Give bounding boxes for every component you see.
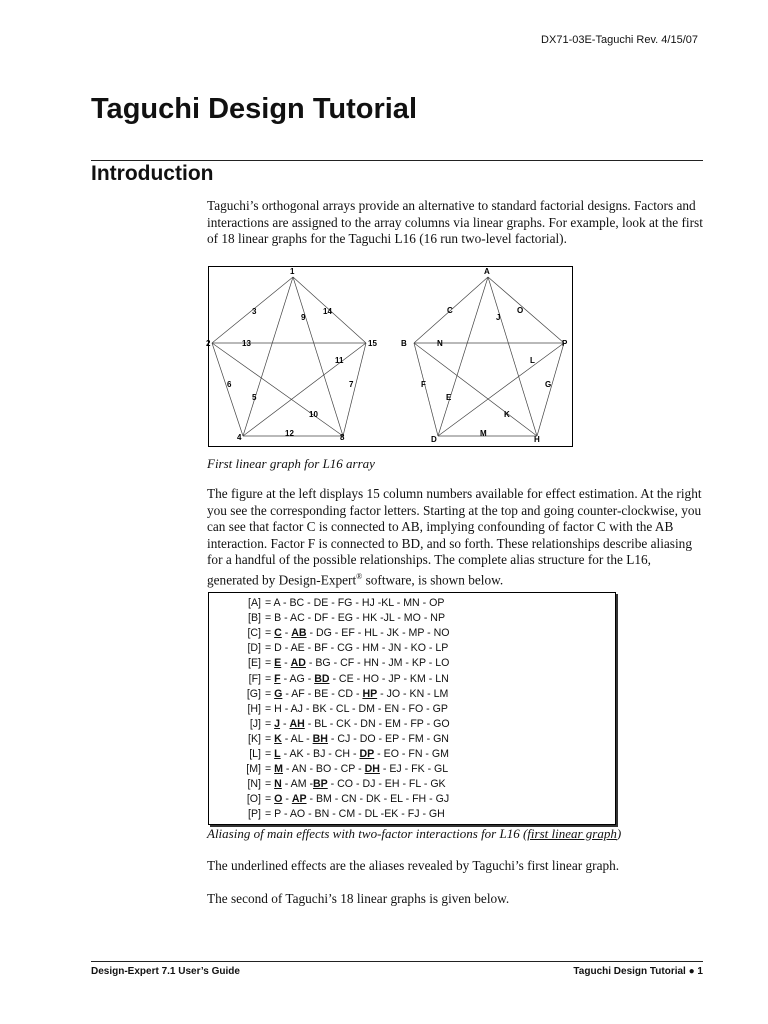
alias-text: - BM - CN - DK - EL - FH - GJ [306, 793, 450, 806]
section-heading: Introduction [91, 162, 214, 185]
alias-text: = P - AO - BN - CM - DL -EK - FJ - GH [265, 808, 445, 821]
column-label: 7 [349, 380, 354, 389]
alias-row [209, 688, 613, 703]
alias-text: - [281, 627, 292, 640]
factor-label: N [437, 339, 443, 348]
alias-text: = [265, 672, 275, 685]
alias-expression [265, 612, 445, 624]
factor-label: D [431, 435, 437, 444]
factor-label: O [517, 306, 524, 315]
alias-row [209, 673, 613, 688]
alias-text: - CO - DJ - EH - FL - GK [327, 778, 446, 791]
column-label: 5 [252, 393, 257, 402]
alias-expression [265, 808, 445, 820]
column-label: 2 [206, 339, 211, 348]
alias-text: - EJ - FK - GL [379, 763, 449, 776]
alias-expression [265, 642, 448, 654]
alias-expression [265, 778, 446, 790]
underlined-effect: DH [364, 763, 380, 776]
alias-key: [M] [246, 763, 261, 776]
alias-text: = [265, 717, 275, 730]
caption-text: Aliasing of main effects with two-factor interactions for L16 ( [207, 826, 528, 841]
first-linear-graph-link[interactable]: first linear graph [527, 826, 617, 841]
factor-label: K [504, 410, 510, 419]
column-label: 6 [227, 380, 232, 389]
alias-text: - AM - [281, 778, 313, 791]
alias-table-caption [207, 826, 621, 842]
factor-label: A [484, 267, 490, 276]
underlined-effect: J [274, 717, 281, 730]
column-label: 13 [242, 339, 251, 348]
explanation-paragraph [207, 486, 703, 589]
alias-expression [265, 673, 449, 685]
alias-key: [A] [248, 597, 261, 609]
alias-row [209, 778, 613, 793]
underlined-effect: N [274, 778, 282, 791]
alias-expression [265, 627, 450, 639]
alias-expression [265, 748, 449, 760]
footer-divider [91, 961, 703, 962]
footer-page-number: Taguchi Design Tutorial ● 1 [573, 966, 703, 977]
alias-key: [H] [247, 702, 261, 715]
factor-label: M [480, 429, 487, 438]
underlined-effect: BH [312, 732, 328, 745]
alias-expression [265, 597, 444, 609]
alias-row [209, 748, 613, 763]
alias-expression [265, 793, 449, 805]
column-label: 14 [323, 307, 332, 316]
alias-text: = H - AJ - BK - CL - DM - EN - FO - GP [265, 702, 448, 715]
alias-key: [L] [249, 748, 261, 760]
explanation-text: The figure at the left displays 15 column numbers available for effect estimation. At the right you see the corresponding factor letters. Starting at the top and going counter-clockwise, you can see that factor C is connected to AB, implying confounding of factor C with the AB interaction. Factor F is connected to BD, and so forth. These relationships describe aliasing for a handful of the possible relationships. The complete alias structure for the L16, generated by Design-Expert [207, 486, 702, 588]
alias-text: - AL - [281, 732, 313, 745]
linear-graph-svg [206, 267, 572, 446]
underlined-effect: O [274, 793, 283, 806]
alias-text: - EO - FN - GM [374, 748, 449, 760]
alias-text: - BG - CF - HN - JM - KP - LO [305, 657, 450, 670]
alias-text: = [265, 687, 275, 700]
alias-expression [265, 688, 448, 700]
alias-expression [265, 718, 450, 730]
alias-key: [C] [247, 627, 261, 640]
alias-row [209, 703, 613, 718]
alias-text: = A - BC - DE - FG - HJ -KL - MN - OP [265, 597, 445, 609]
column-label: 3 [252, 307, 257, 316]
factor-label: E [446, 393, 452, 402]
intro-paragraph: Taguchi’s orthogonal arrays provide an alternative to standard factorial designs. Factors and interactions are assigned to the array columns via linear graphs. For example, look at the first of 18 linear graphs for the Taguchi L16 (16 run two-level factorial). [207, 198, 703, 247]
alias-key: [K] [248, 732, 261, 745]
alias-row [209, 612, 613, 627]
alias-text: - DG - EF - HL - JK - MP - NO [306, 627, 450, 640]
column-label: 8 [340, 433, 345, 442]
registered-mark: ® [356, 571, 363, 581]
column-label: 15 [368, 339, 377, 348]
column-label: 1 [290, 267, 295, 276]
alias-text: = [265, 763, 275, 776]
alias-text: = [265, 793, 275, 806]
document-id: DX71-03E-Taguchi Rev. 4/15/07 [541, 34, 698, 46]
underlined-effect: K [274, 732, 282, 745]
factor-label: G [545, 380, 552, 389]
underlined-effect: HP [362, 687, 378, 700]
alias-text: - JO - KN - LM [377, 687, 449, 700]
alias-text: = [265, 627, 275, 640]
alias-row [209, 718, 613, 733]
alias-key: [E] [248, 657, 261, 670]
alias-text: - AK - BJ - CH - [280, 748, 360, 760]
alias-expression [265, 763, 448, 775]
underlined-effect: AH [289, 717, 305, 730]
underlined-effect: BP [313, 778, 328, 791]
alias-text: - BL - CK - DN - EM - FP - GO [304, 717, 450, 730]
alias-text: = [265, 748, 275, 760]
alias-text: - CJ - DO - EP - FM - GN [327, 732, 449, 745]
alias-row [209, 733, 613, 748]
section-divider [91, 160, 703, 161]
alias-row [209, 763, 613, 778]
alias-row [209, 627, 613, 642]
column-label: 10 [309, 410, 318, 419]
alias-text: - [281, 657, 291, 670]
alias-text: = D - AE - BF - CG - HM - JN - KO - LP [265, 642, 449, 655]
column-label: 9 [301, 313, 306, 322]
alias-text: - AF - BE - CD - [282, 687, 363, 700]
alias-key: [O] [246, 793, 261, 806]
alias-row [209, 597, 613, 612]
alias-expression [265, 657, 449, 669]
left-graph-labels [206, 267, 377, 442]
page-title: Taguchi Design Tutorial [91, 93, 417, 125]
alias-row [209, 793, 613, 808]
underline-note-paragraph: The underlined effects are the aliases revealed by Taguchi’s first linear graph. [207, 858, 620, 873]
column-label: 11 [335, 356, 344, 365]
explanation-text-end: software, is shown below. [362, 572, 504, 588]
alias-text: - AN - BO - CP - [282, 763, 365, 776]
underlined-effect: F [274, 672, 281, 685]
alias-key: [F] [248, 672, 261, 685]
alias-text: - CE - HO - JP - KM - LN [329, 672, 449, 685]
alias-row [209, 642, 613, 657]
second-graph-paragraph: The second of Taguchi’s 18 linear graphs is given below. [207, 891, 510, 906]
factor-label: C [447, 306, 453, 315]
alias-expression [265, 703, 448, 715]
column-label: 4 [237, 433, 242, 442]
underlined-effect: L [274, 748, 281, 760]
alias-key: [G] [246, 687, 261, 700]
caption-text-end: ) [616, 826, 622, 841]
factor-label: H [534, 435, 540, 444]
alias-text: = [265, 657, 275, 670]
underlined-effect: AP [291, 793, 307, 806]
figure-caption: First linear graph for L16 array [207, 456, 375, 471]
factor-label: B [401, 339, 407, 348]
factor-label: L [530, 356, 535, 365]
alias-key: [P] [248, 808, 261, 821]
alias-text: - AG - [280, 672, 315, 685]
underlined-effect: AB [291, 627, 307, 640]
alias-text: - [282, 793, 292, 806]
alias-row [209, 657, 613, 672]
alias-row [209, 808, 613, 823]
column-label: 12 [285, 429, 294, 438]
footer-guide-title: Design-Expert 7.1 User’s Guide [91, 966, 240, 977]
alias-text: - [280, 717, 290, 730]
alias-text: = [265, 778, 275, 791]
right-graph-lines [414, 277, 564, 436]
factor-label: F [421, 380, 426, 389]
alias-key: [N] [247, 778, 261, 791]
alias-text: = [265, 732, 275, 745]
alias-structure-table [208, 592, 616, 825]
factor-label: P [562, 339, 568, 348]
underlined-effect: G [274, 687, 283, 700]
underlined-effect: C [274, 627, 282, 640]
underlined-effect: M [274, 763, 283, 776]
factor-label: J [496, 313, 501, 322]
underlined-effect: DP [359, 748, 375, 760]
alias-expression [265, 733, 449, 745]
alias-text: = B - AC - DF - EG - HK -JL - MO - NP [265, 612, 446, 625]
underlined-effect: AD [290, 657, 306, 670]
alias-key: [J] [249, 717, 261, 730]
alias-key: [B] [248, 612, 261, 625]
linear-graph-figure [208, 266, 573, 447]
right-graph-labels [401, 267, 568, 444]
alias-key: [D] [247, 642, 261, 655]
underlined-effect: BD [314, 672, 330, 685]
underlined-effect: E [274, 657, 282, 670]
